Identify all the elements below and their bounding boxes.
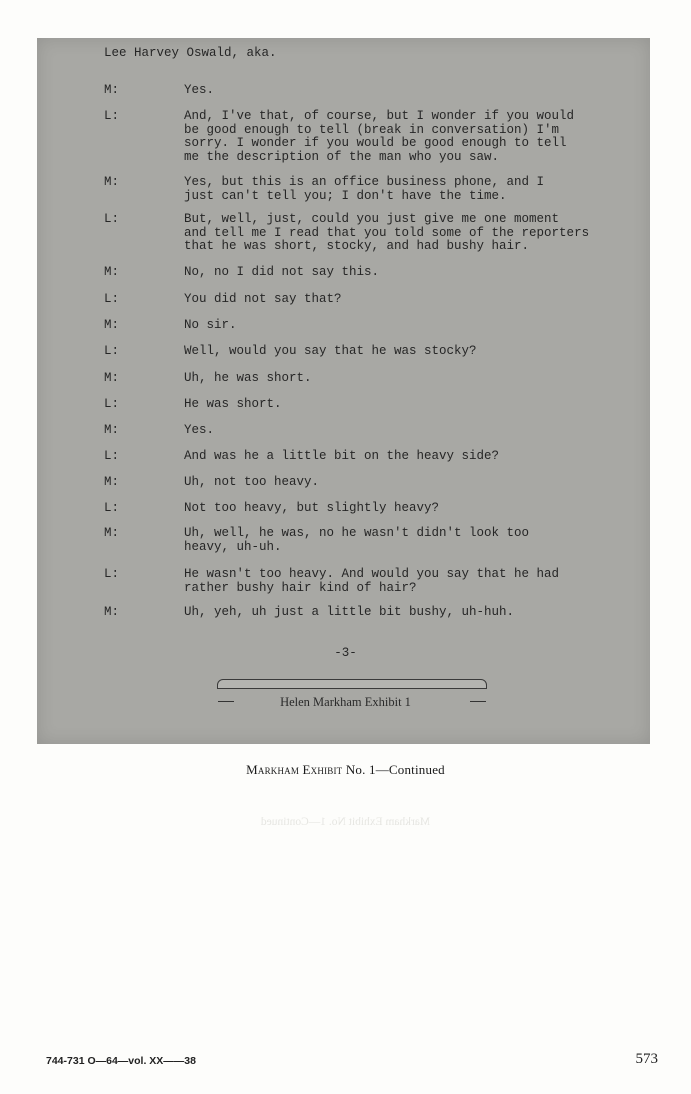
speaker-label: M: [104,371,120,385]
utterance-text: And, I've that, of course, but I wonder if you would be good enough to tell (break in conversation) I'm sorry. I wonder if you would be good enough to tell me the description of the man who you saw. [184,109,575,165]
speaker-label: L: [104,501,120,515]
utterance-text: No, no I did not say this. [184,265,380,279]
utterance-text: Uh, not too heavy. [184,475,320,489]
speaker-label: L: [104,449,120,463]
speaker-label: L: [104,212,120,226]
speaker-label: L: [104,567,120,581]
speaker-label: M: [104,265,120,279]
bleed-through-caption: Markham Exhibit No. 1—Continued [260,816,431,828]
utterance-text: Uh, yeh, uh just a little bit bushy, uh-huh. [184,605,515,619]
utterance-text: You did not say that? [184,292,342,306]
utterance-text: No sir. [184,318,237,332]
speaker-label: M: [104,526,120,540]
speaker-label: L: [104,397,120,411]
utterance-text: Not too heavy, but slightly heavy? [184,501,440,515]
speaker-label: L: [104,344,120,358]
utterance-text: Yes. [184,423,215,437]
utterance-text: Uh, well, he was, no he wasn't didn't look too heavy, uh-uh. [184,526,530,554]
caption [0,762,691,778]
utterance-text: Yes, but this is an office business phone, and I just can't tell you; I don't have the time. [184,175,545,203]
transcript-header: Lee Harvey Oswald, aka. [104,46,277,60]
caption-word-1: Markham [246,762,300,777]
print-code: 744-731 O—64—vol. XX——38 [46,1055,196,1067]
utterance-text: He wasn't too heavy. And would you say that he had rather bushy hair kind of hair? [184,567,560,595]
utterance-text: Yes. [184,83,215,97]
caption-rest: No. 1—Continued [342,762,445,777]
speaker-label: L: [104,109,120,123]
utterance-text: And was he a little bit on the heavy side? [184,449,500,463]
exhibit-tab [217,679,487,689]
speaker-label: M: [104,318,120,332]
speaker-label: M: [104,423,120,437]
utterance-text: Well, would you say that he was stocky? [184,344,477,358]
utterance-text: Uh, he was short. [184,371,312,385]
exhibit-tab-label: Helen Markham Exhibit 1 [280,695,411,709]
utterance-text: He was short. [184,397,282,411]
speaker-label: M: [104,83,120,97]
volume-page-number: 573 [635,1051,658,1067]
utterance-text: But, well, just, could you just give me one moment and tell me I read that you told some of the reporters that he was short, stocky, and had bushy hair. [184,212,590,254]
speaker-label: M: [104,605,120,619]
speaker-label: M: [104,175,120,189]
exhibit-page-number: -3- [334,646,357,660]
caption-word-2: Exhibit [302,762,343,777]
speaker-label: L: [104,292,120,306]
speaker-label: M: [104,475,120,489]
